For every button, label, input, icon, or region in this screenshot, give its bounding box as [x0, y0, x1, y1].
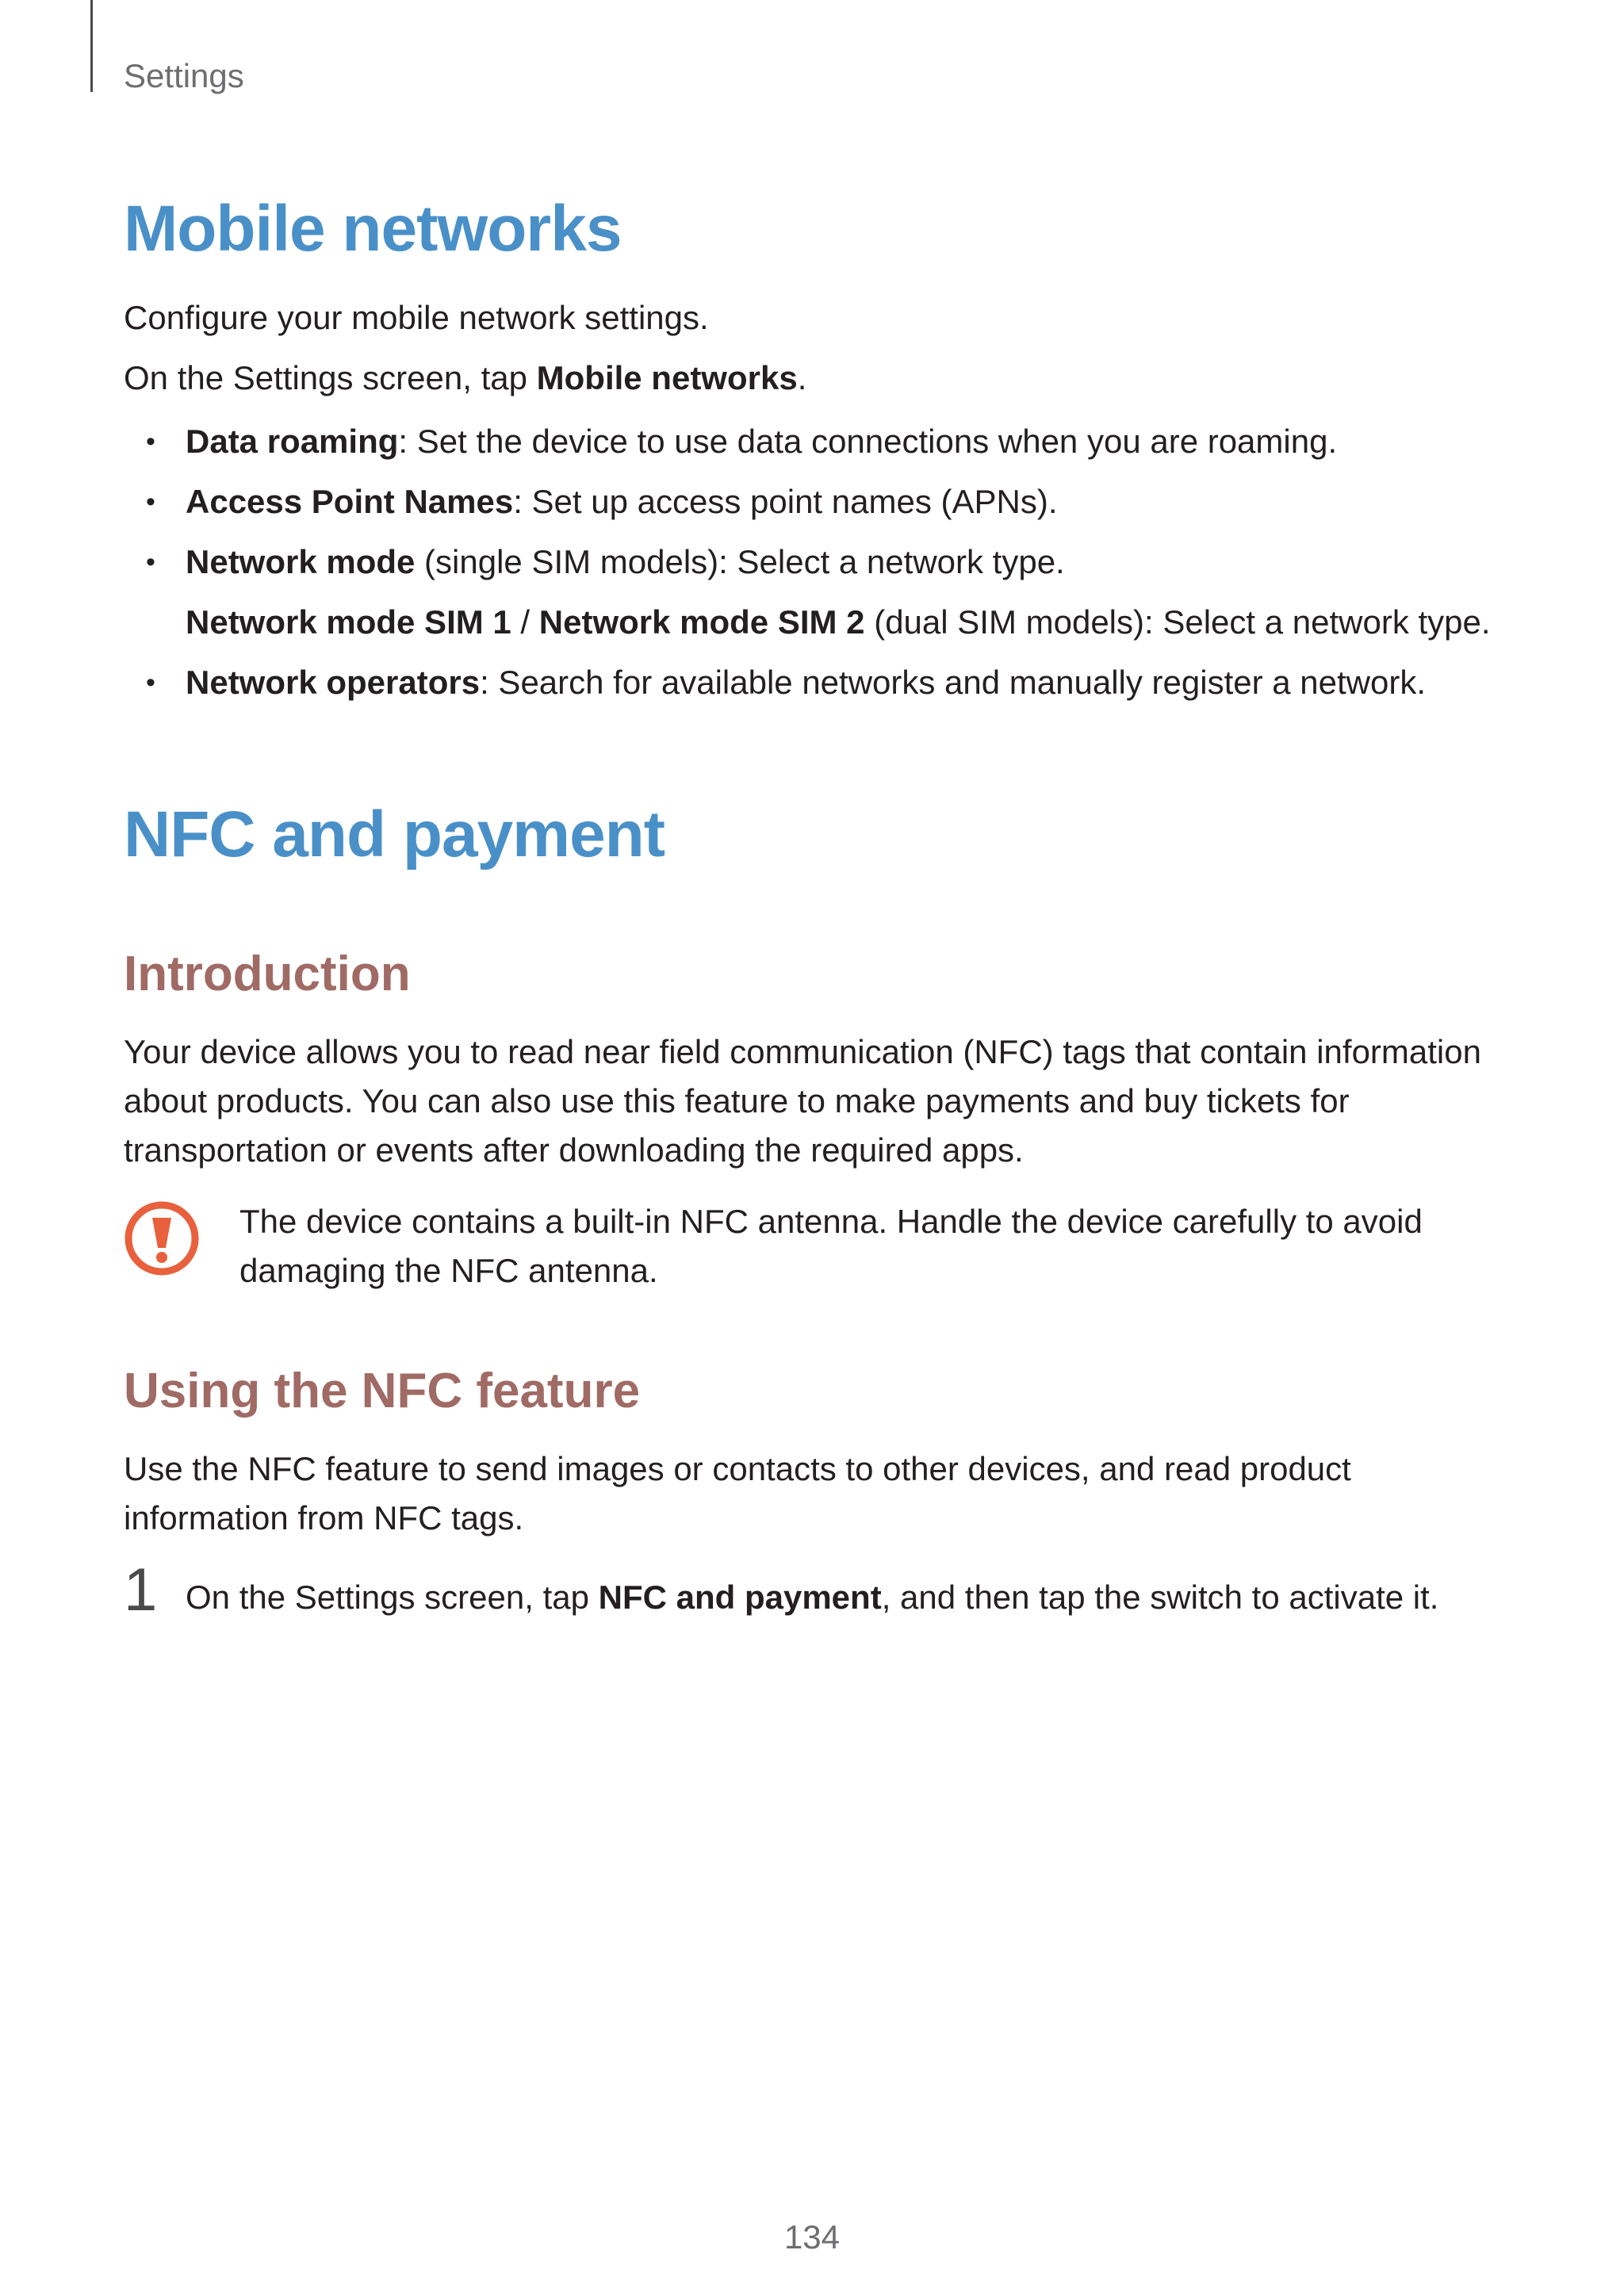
caution-icon — [124, 1200, 200, 1276]
mobile-networks-instruction — [124, 354, 1519, 403]
page-number: 134 — [783, 2218, 841, 2256]
instruction-prefix: On the Settings screen, tap — [124, 359, 537, 396]
item-bold-sim1: Network mode SIM 1 — [186, 603, 511, 641]
bullet-icon: • — [146, 427, 155, 457]
using-nfc-paragraph — [124, 1445, 1519, 1543]
using-nfc-heading: Using the NFC feature — [124, 1364, 641, 1418]
introduction-line-2: about products. You can also use this feature to make payments and buy tickets for — [124, 1082, 1350, 1119]
step-prefix: On the Settings screen, tap — [186, 1578, 599, 1616]
item-bold-sim2: Network mode SIM 2 — [538, 603, 865, 641]
item-text: (single SIM models): Select a network type. — [415, 543, 1065, 580]
caution-text — [239, 1197, 1524, 1295]
item-separator: / — [511, 603, 539, 641]
caution-line-2: damaging the NFC antenna. — [239, 1252, 658, 1289]
step-suffix: , and then tap the switch to activate it. — [881, 1578, 1439, 1616]
nfc-title: NFC and payment — [124, 798, 665, 871]
item-bold: Network mode — [186, 543, 416, 580]
item-text: : Search for available networks and manually register a network. — [480, 664, 1427, 701]
item-bold: Network operators — [186, 664, 481, 701]
mobile-networks-title: Mobile networks — [124, 193, 622, 265]
introduction-heading: Introduction — [124, 947, 411, 1001]
using-line-1: Use the NFC feature to send images or contacts to other devices, and read product — [124, 1450, 1351, 1487]
item-bold: Data roaming — [186, 423, 399, 460]
caution-line-1: The device contains a built-in NFC antenna. Handle the device carefully to avoid — [239, 1203, 1423, 1240]
introduction-paragraph — [124, 1027, 1519, 1175]
caution-note — [124, 1197, 1551, 1300]
bullet-icon: • — [146, 487, 155, 517]
item-text: (dual SIM models): Select a network type. — [864, 603, 1491, 641]
step-text — [186, 1573, 1438, 1622]
instruction-bold: Mobile networks — [536, 359, 798, 396]
mobile-networks-intro: Configure your mobile network settings. — [124, 299, 709, 336]
step-1 — [124, 1556, 1551, 1632]
bullet-icon: • — [146, 547, 155, 577]
using-line-2: information from NFC tags. — [124, 1499, 524, 1536]
step-number: 1 — [124, 1556, 158, 1624]
item-text: : Set the device to use data connections when you are roaming. — [398, 423, 1338, 460]
step-bold: NFC and payment — [598, 1578, 882, 1616]
item-text: : Set up access point names (APNs). — [513, 483, 1058, 520]
instruction-suffix: . — [797, 359, 807, 396]
section-label: Settings — [124, 57, 244, 94]
header-rule — [90, 0, 93, 92]
bullet-icon: • — [146, 668, 155, 698]
item-bold: Access Point Names — [186, 483, 514, 520]
introduction-line-1: Your device allows you to read near field communication (NFC) tags that contain information — [124, 1033, 1481, 1070]
introduction-line-3: transportation or events after downloading the required apps. — [124, 1131, 1024, 1169]
